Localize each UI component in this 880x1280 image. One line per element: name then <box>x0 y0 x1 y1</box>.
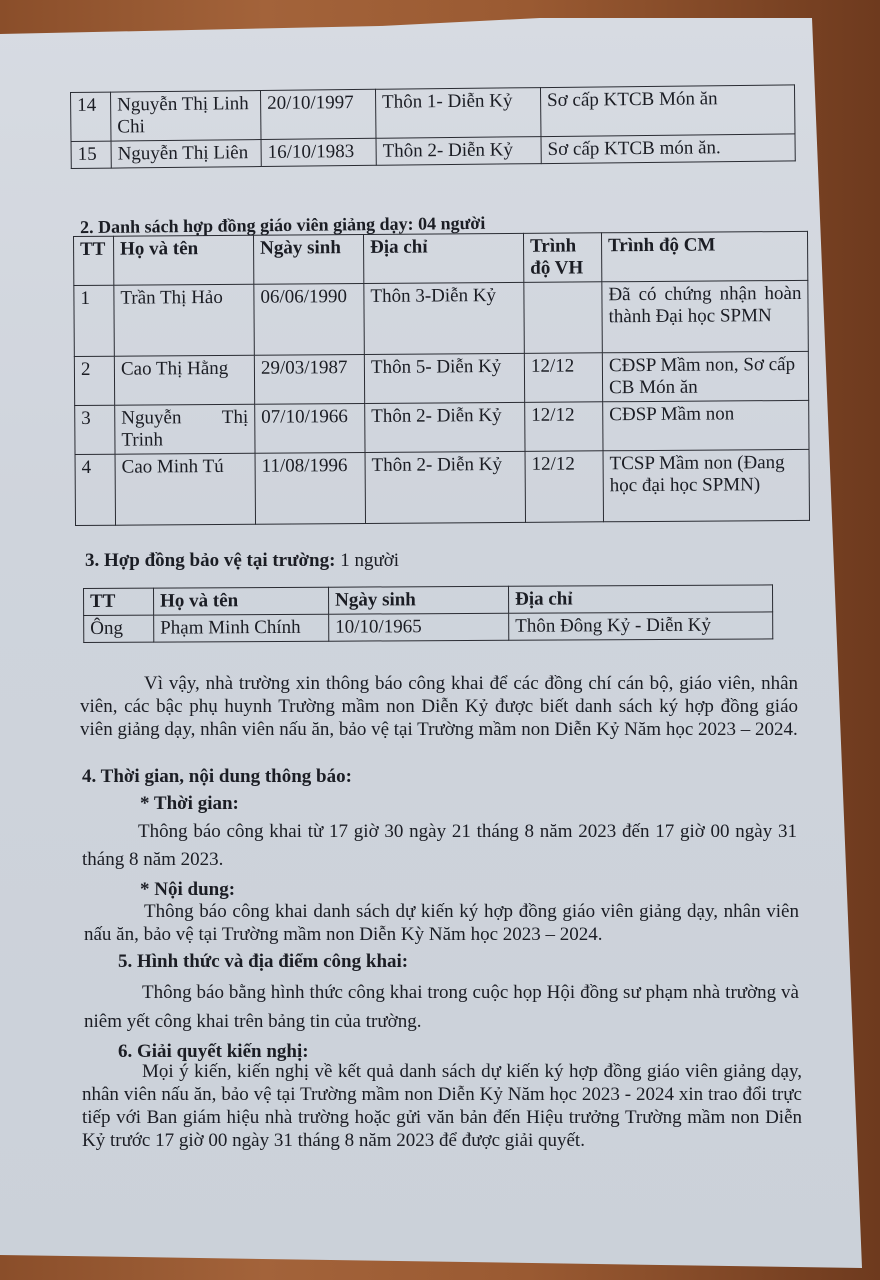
guard-table <box>83 584 773 643</box>
cell-prof: CĐSP Mầm non <box>603 400 809 450</box>
cell-tt: Ông <box>84 615 154 642</box>
cell-edu <box>524 282 602 354</box>
content-label: * Nội dung: <box>140 879 236 900</box>
cell-name: Phạm Minh Chính <box>154 614 329 642</box>
section-5-title: 5. Hình thức và địa điểm công khai: <box>118 951 409 972</box>
cell-prof: Đã có chứng nhận hoàn thành Đại học SPMN <box>602 280 808 352</box>
table-row <box>84 612 773 643</box>
cell-edu: 12/12 <box>525 402 603 452</box>
cooks-table <box>70 84 796 169</box>
cell-qualification: Sơ cấp KTCB Món ăn <box>540 85 794 137</box>
cell-dob: 07/10/1966 <box>255 403 365 453</box>
header-name: Họ và tên <box>154 587 329 615</box>
header-address: Địa chỉ <box>508 585 772 613</box>
section-6-title: 6. Giải quyết kiến nghị: <box>118 1041 309 1062</box>
cell-name: Nguyễn Thị Trinh <box>115 404 255 454</box>
cell-address: Thôn 3-Diễn Kỷ <box>364 282 524 354</box>
cell-name: Nguyễn Thị Liên <box>111 140 261 169</box>
cell-tt: 1 <box>74 285 114 356</box>
table-header-row <box>84 585 773 616</box>
header-address: Địa chỉ <box>363 233 523 283</box>
header-tt: TT <box>84 588 154 615</box>
teachers-table <box>73 231 810 526</box>
section-2-title: 2. Danh sách hợp đồng giáo viên giảng dạy: 04 người <box>79 212 486 238</box>
cell-dob: 10/10/1965 <box>329 613 509 641</box>
section-4-title: 4. Thời gian, nội dung thông báo: <box>82 766 352 787</box>
header-prof: Trình độ CM <box>601 231 807 281</box>
header-edu: Trình độ VH <box>523 233 601 283</box>
cell-tt: 4 <box>75 454 115 525</box>
cell-tt: 3 <box>75 405 115 454</box>
cell-qualification: Sơ cấp KTCB món ăn. <box>541 134 795 164</box>
cell-tt: 2 <box>74 356 114 405</box>
cell-address: Thôn 2- Diễn Kỷ <box>365 451 525 523</box>
cell-name: Trần Thị Hảo <box>114 284 254 356</box>
section-5-text: Thông báo bằng hình thức công khai trong cuộc họp Hội đồng sư phạm nhà trường và niêm yết công khai trên bảng tin của trường. <box>84 982 799 1032</box>
cell-prof: TCSP Mầm non (Đang học đại học SPMN) <box>603 449 809 521</box>
table-header-row <box>74 231 808 285</box>
cell-address: Thôn 2- Diễn Kỷ <box>365 402 525 452</box>
cell-edu: 12/12 <box>525 451 603 523</box>
table-row <box>74 351 808 405</box>
cell-address: Thôn Đông Kỷ - Diễn Kỷ <box>509 612 773 640</box>
header-dob: Ngày sinh <box>253 234 363 284</box>
table-row <box>75 449 809 525</box>
cell-edu: 12/12 <box>524 353 602 403</box>
header-dob: Ngày sinh <box>328 586 508 614</box>
cell-name: Nguyễn Thị Linh Chi <box>111 91 262 142</box>
cell-dob: 11/08/1996 <box>255 452 365 524</box>
section-3-title-count: 1 người <box>335 550 400 571</box>
cell-prof: CĐSP Mầm non, Sơ cấp CB Món ăn <box>602 351 808 401</box>
cell-address: Thôn 2- Diễn Kỷ <box>376 137 541 166</box>
section-3-title <box>85 550 399 572</box>
content-text: Thông báo công khai danh sách dự kiến ký hợp đồng giáo viên giảng dạy, nhân viên nấu ăn, bảo vệ tại Trường mầm non Diễn Kỳ Năm học 2023 – 2024. <box>84 901 799 945</box>
intro-paragraph: Vì vậy, nhà trường xin thông báo công khai để các đồng chí cán bộ, giáo viên, nhân viên, các bậc phụ huynh Trường mầm non Diễn Kỷ được biết danh sách ký hợp đồng giáo viên giảng dạy, nhân viên nấu ăn, bảo vệ tại Trường mầm non Diễn Kỷ Năm học 2023 – 2024. <box>80 673 798 740</box>
time-label: * Thời gian: <box>140 793 239 814</box>
cell-address: Thôn 5- Diễn Kỷ <box>364 353 524 403</box>
header-tt: TT <box>74 236 114 285</box>
cell-dob: 20/10/1997 <box>260 89 376 139</box>
cell-dob: 16/10/1983 <box>261 138 376 166</box>
cell-tt: 15 <box>71 141 111 168</box>
cell-name: Cao Thị Hằng <box>114 355 254 405</box>
cell-dob: 06/06/1990 <box>254 283 364 355</box>
section-6-text: Mọi ý kiến, kiến nghị về kết quả danh sách dự kiến ký hợp đồng giáo viên giảng dạy, nhân viên nấu ăn, bảo vệ tại Trường mầm non Diễn Kỷ Năm học 2023 - 2024 xin trao đổi trực tiếp với Ban giám hiệu nhà trường hoặc gửi văn bản đến Hiệu trưởng Trường mầm non Diễn Kỷ trước 17 giờ 00 ngày 31 tháng 8 năm 2023 để được giải quyết. <box>82 1061 802 1151</box>
table-row <box>71 85 795 142</box>
cell-address: Thôn 1- Diễn Kỷ <box>375 88 541 139</box>
header-name: Họ và tên <box>114 235 254 285</box>
section-3-title-bold: 3. Hợp đồng bảo vệ tại trường: <box>85 550 336 571</box>
cell-tt: 14 <box>71 92 112 141</box>
time-text: Thông báo công khai từ 17 giờ 30 ngày 21 tháng 8 năm 2023 đến 17 giờ 00 ngày 31 tháng 8 năm 2023. <box>82 821 797 870</box>
table-row <box>75 400 809 454</box>
cell-name: Cao Minh Tú <box>115 453 255 525</box>
table-row <box>74 280 808 356</box>
cell-dob: 29/03/1987 <box>254 354 364 404</box>
